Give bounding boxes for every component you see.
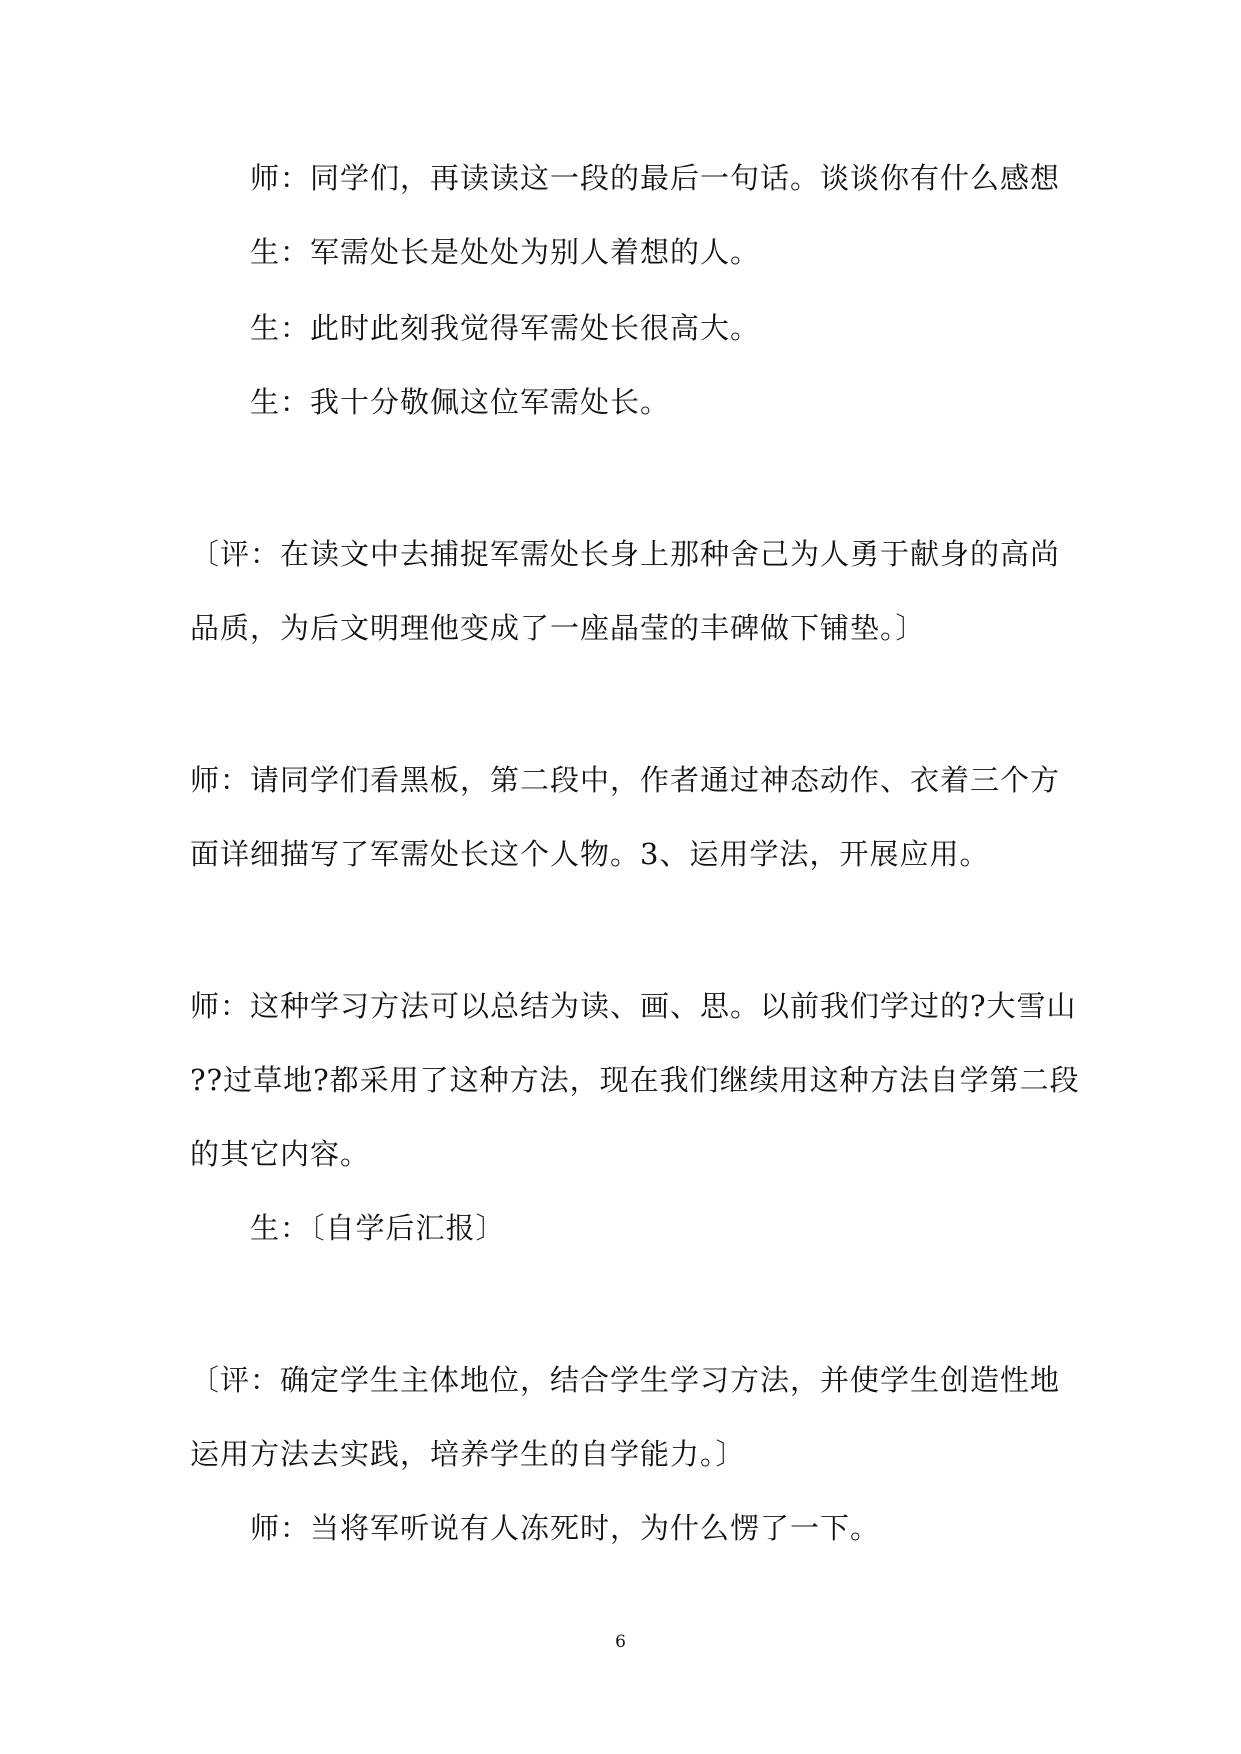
- text-line: 〔评：在读文中去捕捉军需处长身上那种舍己为人勇于献身的高尚: [190, 537, 1061, 571]
- text-line: 品质，为后文明理他变成了一座晶莹的丰碑做下铺垫。〕: [190, 611, 926, 645]
- text-line: 生：军需处长是处处为别人着想的人。: [250, 235, 761, 269]
- text-line: 生：此时此刻我觉得军需处长很高大。: [250, 311, 761, 345]
- text-line: 生：〔自学后汇报〕: [250, 1211, 506, 1245]
- text-line: 师：请同学们看黑板，第二段中，作者通过神态动作、衣着三个方: [190, 763, 1061, 797]
- text-line: 生：我十分敬佩这位军需处长。: [250, 385, 671, 419]
- page-number: 6: [615, 1632, 626, 1652]
- text-line: 〔评：确定学生主体地位，结合学生学习方法，并使学生创造性地: [190, 1363, 1061, 1397]
- text-line: 的其它内容。: [190, 1137, 371, 1171]
- text-line: 师：这种学习方法可以总结为读、画、思。以前我们学过的?大雪山: [190, 989, 1077, 1023]
- text-line: 运用方法去实践，培养学生的自学能力。〕: [190, 1437, 746, 1471]
- text-line: 师：当将军听说有人冻死时，为什么愣了一下。: [250, 1511, 881, 1545]
- text-line: ??过草地?都采用了这种方法，现在我们继续用这种方法自学第二段: [190, 1063, 1080, 1097]
- text-line: 面详细描写了军需处长这个人物。3、运用学法，开展应用。: [190, 837, 990, 871]
- text-line: 师：同学们，再读读这一段的最后一句话。谈谈你有什么感想: [250, 161, 1061, 195]
